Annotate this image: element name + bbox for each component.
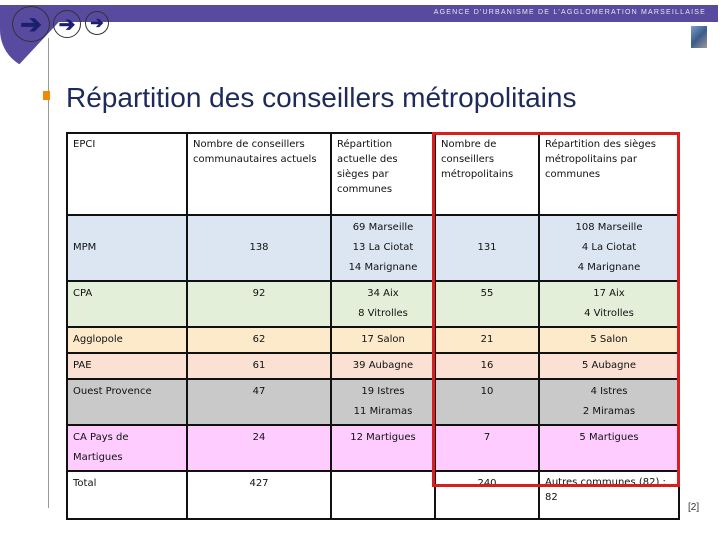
agency-name: AGENCE D'URBANISME DE L'AGGLOMERATION MARSEILLAISE xyxy=(433,9,706,16)
cell-line: 108 Marseille xyxy=(575,222,643,233)
page-title: Répartition des conseillers métropolitains xyxy=(66,82,577,113)
table-cell xyxy=(331,379,435,425)
table-cell: 47 xyxy=(187,379,331,425)
table-cell: 24 xyxy=(187,425,331,471)
table-row xyxy=(67,425,679,471)
cell-line: 4 La Ciotat xyxy=(581,242,637,253)
cell-line: 2 Miramas xyxy=(582,406,636,417)
table-cell: Total xyxy=(67,471,187,519)
table-cell: 55 xyxy=(435,281,539,327)
table-cell xyxy=(539,327,679,353)
cell-line: 17 Aix xyxy=(593,288,625,299)
cell-line: 14 Marignane xyxy=(348,262,418,273)
table-cell xyxy=(331,471,435,519)
table-cell: 10 xyxy=(435,379,539,425)
cell-line: 13 La Ciotat xyxy=(352,242,414,253)
table-header-row xyxy=(67,133,679,215)
header-cell: EPCI xyxy=(67,133,187,215)
table-cell xyxy=(331,353,435,379)
cell-line: 4 Vitrolles xyxy=(584,308,634,319)
table-cell xyxy=(539,353,679,379)
table-cell xyxy=(331,215,435,281)
arrow-icon: ➔ xyxy=(53,10,81,38)
cell-line: 4 Istres xyxy=(590,386,628,397)
cell-line: 4 Marignane xyxy=(577,262,641,273)
header-cell: Répartition actuelle des sièges par communes xyxy=(331,133,435,215)
table-row xyxy=(67,379,679,425)
header-cell: Nombre de conseillers communautaires actuels xyxy=(187,133,331,215)
table-row xyxy=(67,353,679,379)
table-cell xyxy=(539,379,679,425)
cell-line: 5 Martigues xyxy=(579,432,639,443)
conseillers-table xyxy=(66,132,680,520)
table-cell: MPM xyxy=(67,215,187,281)
cell-line: 17 Salon xyxy=(361,334,405,345)
cell-line: 5 Salon xyxy=(590,334,628,345)
cell-line: 39 Aubagne xyxy=(352,360,414,371)
cell-line: 5 Aubagne xyxy=(581,360,637,371)
table-cell xyxy=(539,425,679,471)
logo-icon xyxy=(691,26,707,48)
table-row xyxy=(67,215,679,281)
table-cell: Agglopole xyxy=(67,327,187,353)
table-cell xyxy=(539,471,679,519)
table-cell: 62 xyxy=(187,327,331,353)
cell-line: 34 Aix xyxy=(367,288,399,299)
table-cell: Ouest Provence xyxy=(67,379,187,425)
table-cell: 427 xyxy=(187,471,331,519)
table-cell xyxy=(539,215,679,281)
table-cell: 131 xyxy=(435,215,539,281)
table-row xyxy=(67,327,679,353)
table-cell: 16 xyxy=(435,353,539,379)
table-cell: CA Pays de Martigues xyxy=(67,425,187,471)
cell-line: 12 Martigues xyxy=(350,432,416,443)
header-cell: Nombre de conseillers métropolitains xyxy=(435,133,539,215)
table-cell: 138 xyxy=(187,215,331,281)
table-cell: 240 xyxy=(435,471,539,519)
table-cell xyxy=(331,281,435,327)
title-bullet xyxy=(43,91,50,100)
table-cell: PAE xyxy=(67,353,187,379)
cell-line: 69 Marseille xyxy=(352,222,414,233)
page-number: [2] xyxy=(688,502,700,513)
cell-line: Autres communes (82) : 82 xyxy=(545,477,666,503)
cell-line: 19 Istres xyxy=(361,386,405,397)
arrow-icon: ➔ xyxy=(85,11,109,35)
table-cell: 7 xyxy=(435,425,539,471)
table-cell: CPA xyxy=(67,281,187,327)
table-cell xyxy=(331,327,435,353)
table-row xyxy=(67,281,679,327)
cell-line: 8 Vitrolles xyxy=(358,308,408,319)
table-cell xyxy=(539,281,679,327)
divider xyxy=(48,38,49,508)
table-cell: 92 xyxy=(187,281,331,327)
cell-line: 11 Miramas xyxy=(353,406,413,417)
header-cell: Répartition des sièges métropolitains par communes xyxy=(539,133,679,215)
table-cell: 21 xyxy=(435,327,539,353)
table-cell xyxy=(331,425,435,471)
arrow-icon: ➔ xyxy=(12,6,50,42)
table-cell: 61 xyxy=(187,353,331,379)
table-row xyxy=(67,471,679,519)
